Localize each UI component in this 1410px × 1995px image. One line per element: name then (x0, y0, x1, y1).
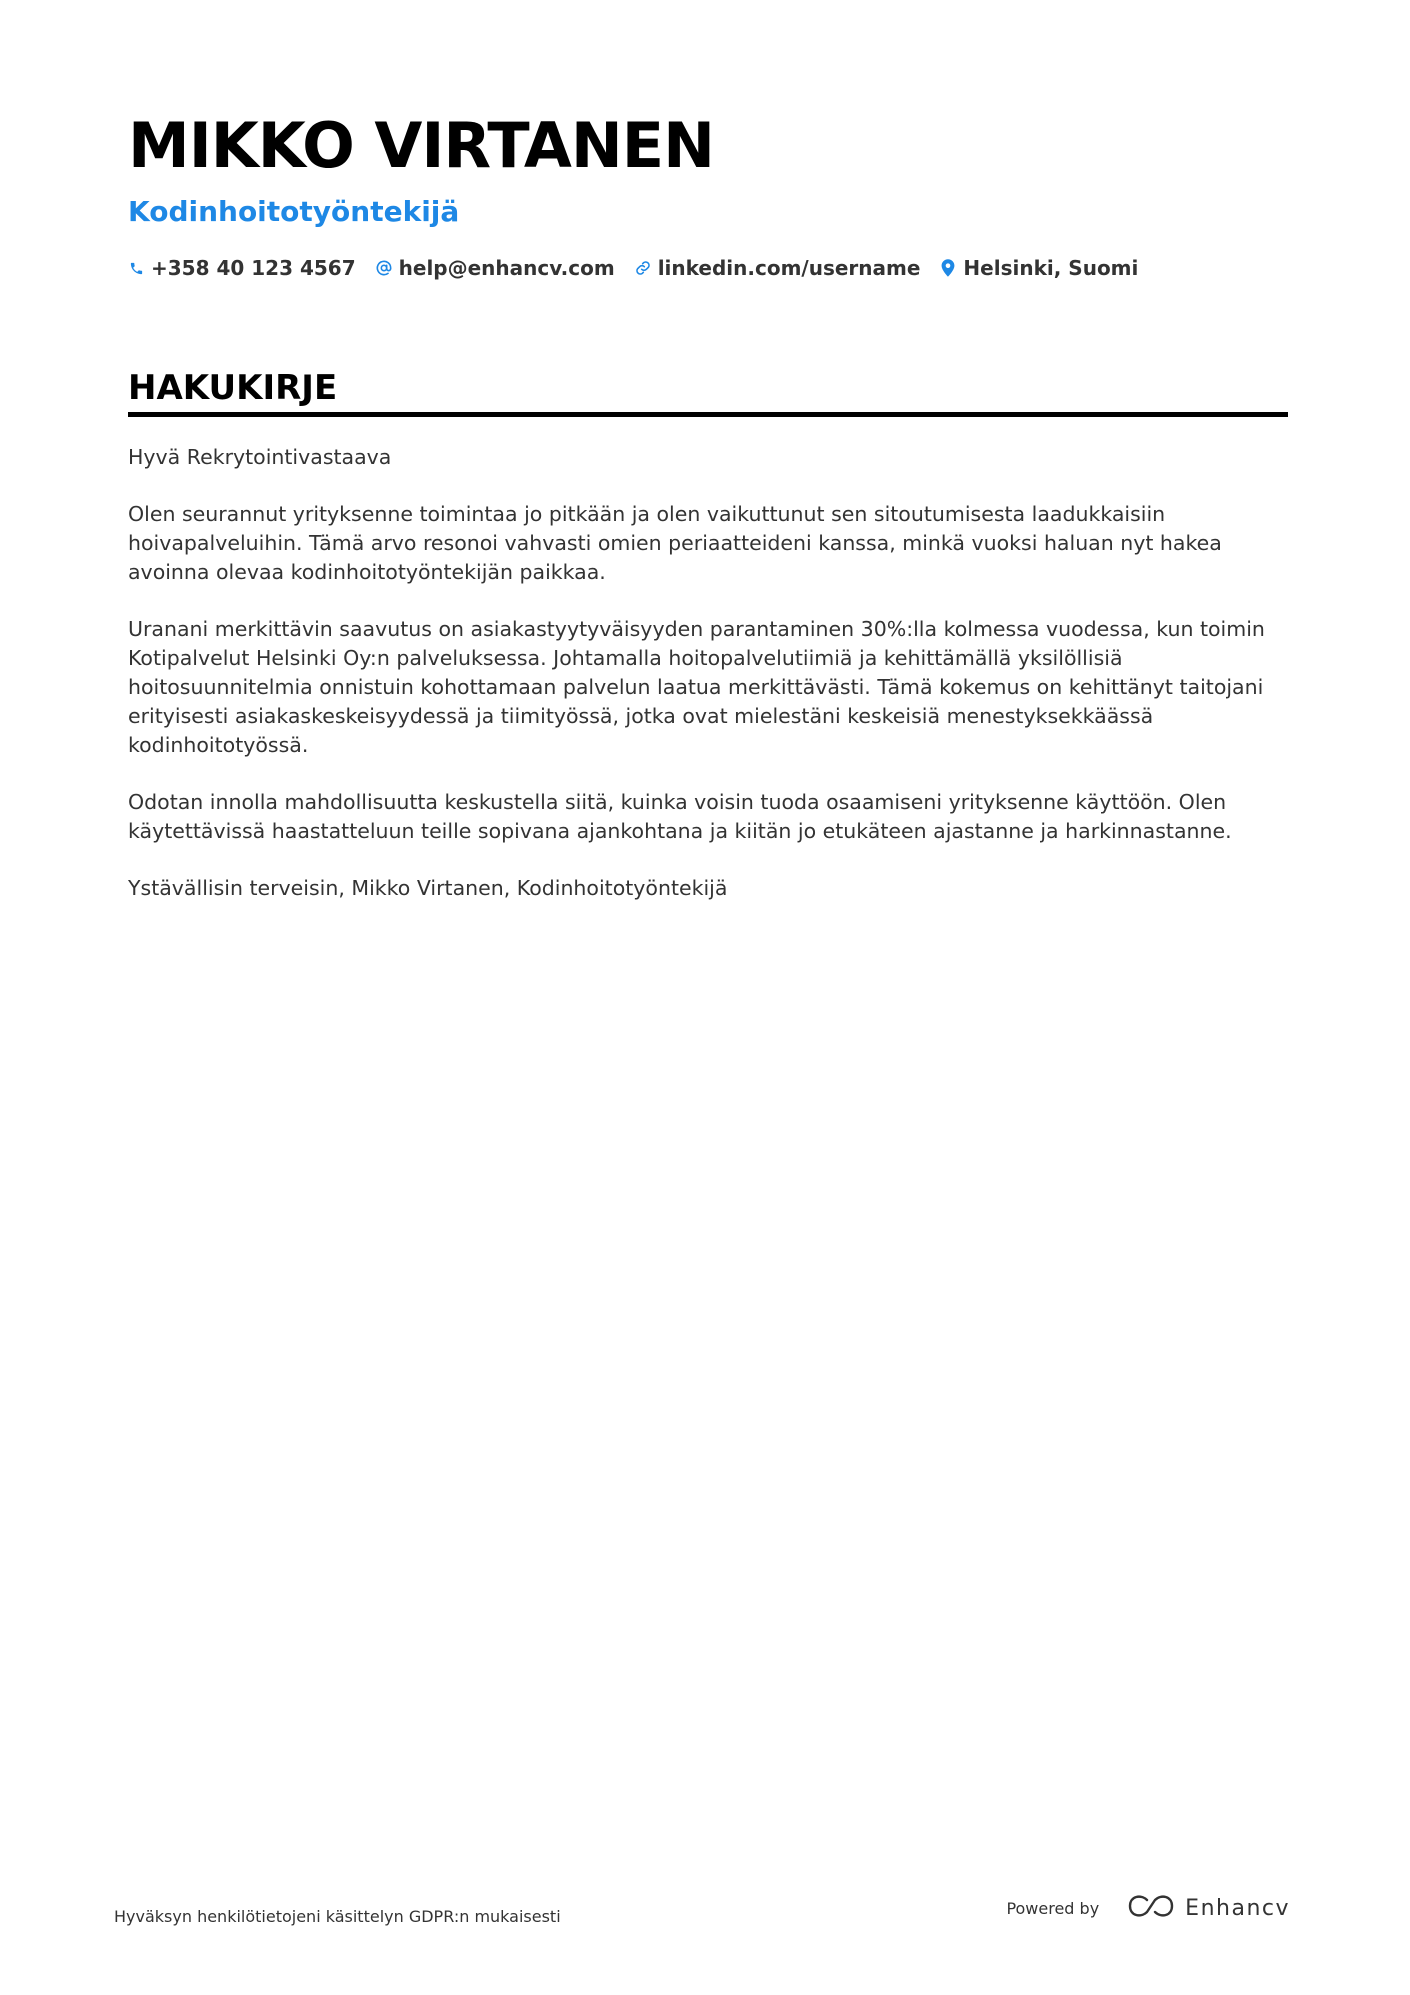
contact-phone-text: +358 40 123 4567 (151, 256, 356, 280)
phone-icon (128, 259, 144, 277)
letter-paragraph: Uranani merkittävin saavutus on asiakastyytyväisyyden parantaminen 30%:lla kolmessa vuodessa, kun toimin Kotipalvelut Helsinki Oy:n palveluksessa. Johtamalla hoitopalvelutiimiä ja kehittämällä yksilöllisiä hoitosuunnitelmia onnistuin kohottamaan palvelun laatua merkittävästi. Tämä kokemus on kehittänyt taitojani erityisesti asiakaskeskeisyydessä ja tiimityössä, jotka ovat mielestäni keskeisiä menestyksekkäässä kodinhoitotyössä. (128, 617, 1265, 757)
letter-closing: Ystävällisin terveisin, Mikko Virtanen, Kodinhoitotyöntekijä (128, 876, 728, 900)
letter-salutation: Hyvä Rekrytointivastaava (128, 445, 392, 469)
section-divider (128, 412, 1288, 417)
section-title: HAKUKIRJE (128, 368, 338, 408)
contact-linkedin-text: linkedin.com/username (657, 256, 921, 280)
enhancv-brand[interactable] (1127, 1893, 1290, 1923)
at-icon (376, 259, 392, 277)
candidate-name: MIKKO VIRTANEN (128, 109, 714, 182)
contact-list (128, 256, 1288, 280)
powered-by[interactable] (1006, 1893, 1290, 1923)
job-title: Kodinhoitotyöntekijä (128, 195, 460, 228)
location-pin-icon (940, 259, 956, 277)
header (128, 108, 1288, 280)
gdpr-consent-text: Hyväksyn henkilötietojeni käsittelyn GDPR:n mukaisesti (114, 1906, 561, 1926)
contact-email-text: help@enhancv.com (398, 256, 615, 280)
contact-linkedin[interactable] (635, 256, 921, 280)
enhancv-wordmark: Enhancv (1185, 1895, 1290, 1921)
letter-body (128, 443, 1288, 903)
contact-location-text: Helsinki, Suomi (963, 256, 1139, 280)
cover-letter-section (128, 366, 1288, 931)
contact-email[interactable] (376, 256, 615, 280)
contact-location (940, 256, 1138, 280)
footer (114, 1888, 1290, 1928)
powered-by-label: Powered by (1006, 1898, 1100, 1918)
letter-paragraph: Odotan innolla mahdollisuutta keskustella siitä, kuinka voisin tuoda osaamiseni yrityksenne käyttöön. Olen käytettävissä haastatteluun teille sopivana ajankohtana ja kiitän jo etukäteen ajastanne ja harkinnastanne. (128, 790, 1232, 843)
enhancv-logo-icon (1127, 1893, 1175, 1923)
letter-paragraph: Olen seurannut yrityksenne toimintaa jo pitkään ja olen vaikuttunut sen sitoutumisesta laadukkaisiin hoivapalveluihin. Tämä arvo resonoi vahvasti omien periaatteideni kanssa, minkä vuoksi haluan nyt hakea avoinna olevaa kodinhoitotyöntekijän paikkaa. (128, 502, 1222, 584)
link-icon (635, 259, 651, 277)
contact-phone[interactable] (128, 256, 356, 280)
